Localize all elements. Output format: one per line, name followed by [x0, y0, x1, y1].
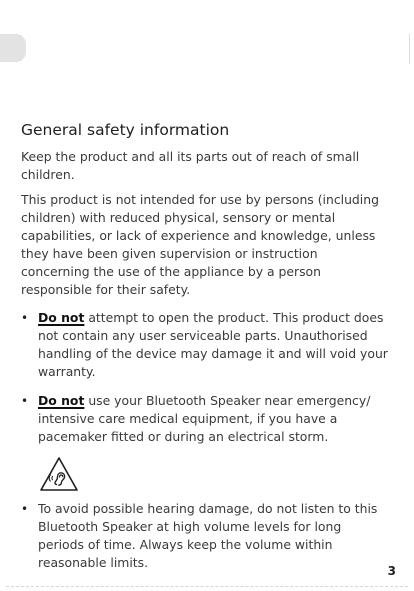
safety-bullet-list — [21, 309, 389, 446]
paragraph-supervision: This product is not intended for use by persons (including children) with reduced physical, sensory or mental capabilities, or lack of experience and knowledge, unless they have been given supervision or instruction concerning the use of the appliance by a person responsible for their safety. — [21, 192, 379, 297]
bullet-dot: • — [21, 502, 29, 516]
bullet-do-not-open — [21, 309, 389, 381]
edge-divider — [409, 34, 410, 64]
page-tab-marker — [0, 34, 26, 62]
bullet-medical-equipment — [21, 392, 389, 446]
hearing-warning-icon — [39, 456, 79, 492]
bullet-emphasis: Do not — [38, 310, 85, 325]
bullet-hearing-damage — [21, 500, 389, 572]
bullet-text: To avoid possible hearing damage, do not listen to this Bluetooth Speaker at high volume levels for long periods of time. Always keep the volume within reasonable limits. — [38, 501, 378, 570]
page-number: 3 — [387, 564, 396, 578]
bullet-text: use your Bluetooth Speaker near emergency/ intensive care medical equipment, if you have a pacemaker fitted or during an electrical storm. — [38, 393, 371, 444]
safety-section — [21, 120, 389, 572]
paragraph-children: Keep the product and all its parts out of reach of small children. — [21, 149, 360, 182]
bullet-emphasis: Do not — [38, 393, 85, 408]
page-bottom-rule — [6, 586, 408, 587]
bullet-text: attempt to open the product. This product does not contain any user serviceable parts. Unauthorised handling of the device may damage it and will void your warranty. — [38, 310, 388, 379]
bullet-dot: • — [21, 394, 29, 408]
hearing-bullet-list — [21, 500, 389, 572]
bullet-dot: • — [21, 311, 29, 325]
section-title: General safety information — [21, 121, 230, 139]
